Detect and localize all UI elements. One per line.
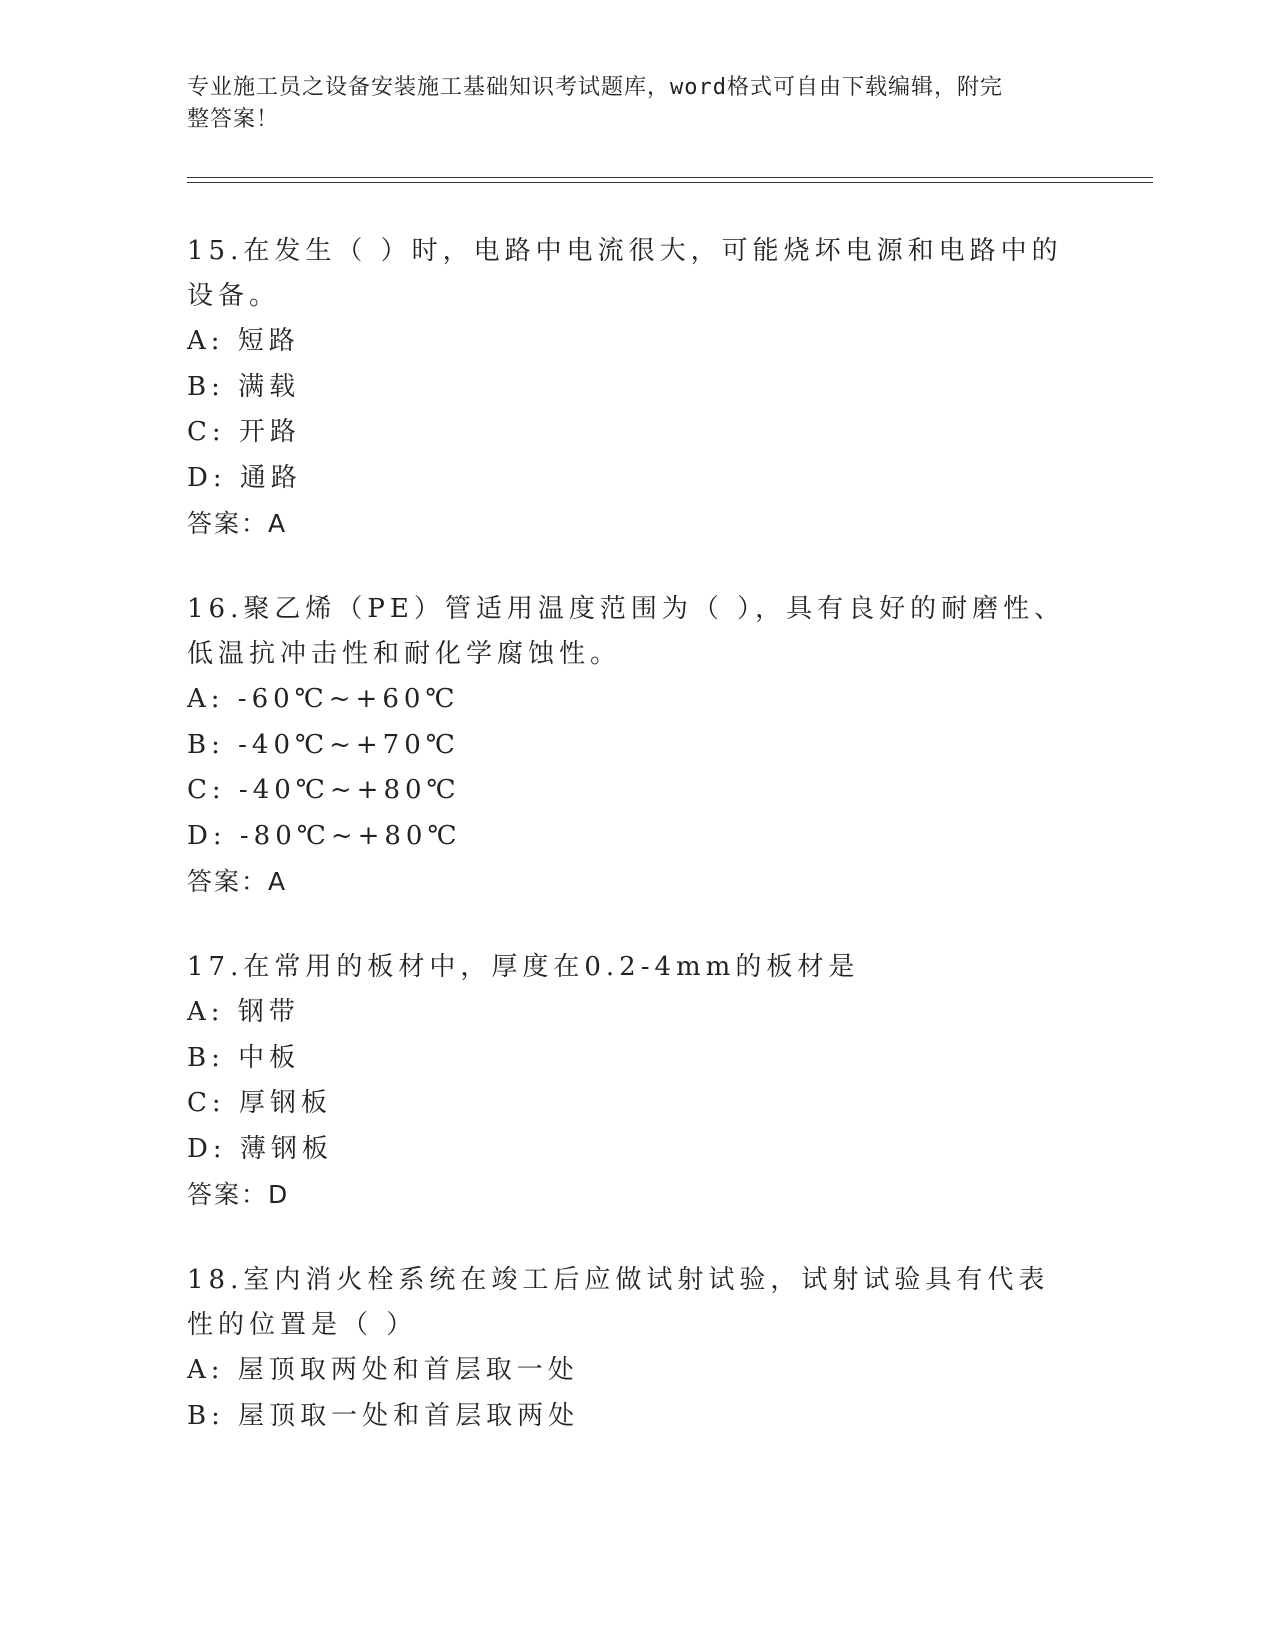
option-a: A: -60℃~+60℃ — [187, 684, 460, 714]
question-16 — [187, 587, 1077, 904]
question-17 — [187, 945, 1077, 1217]
answer: 答案：A — [187, 867, 288, 896]
option-b: B: 中板 — [187, 1042, 301, 1073]
option-d: D: 薄钢板 — [187, 1133, 333, 1164]
option-a: A: 钢带 — [187, 997, 300, 1027]
answer: 答案：D — [187, 1180, 290, 1209]
question-18 — [187, 1258, 1077, 1439]
option-b: B: 屋顶取一处和首层取两处 — [187, 1400, 580, 1431]
header-divider-bottom — [187, 182, 1153, 183]
option-d: D: 通路 — [187, 462, 302, 493]
header-line-1: 专业施工员之设备安装施工基础知识考试题库，word格式可自由下载编辑，附完 — [187, 75, 1003, 100]
option-d: D: -80℃~+80℃ — [187, 820, 462, 851]
header-divider-top — [187, 177, 1153, 178]
option-b: B: -40℃~+70℃ — [187, 729, 460, 760]
question-15 — [187, 229, 1077, 546]
question-stem: 16.聚乙烯（PE）管适用温度范围为（ ），具有良好的耐磨性、低温抗冲击性和耐化学腐蚀性。 — [187, 594, 1066, 669]
header-line-2: 整答案！ — [187, 107, 280, 132]
question-stem: 15.在发生（ ）时，电路中电流很大，可能烧坏电源和电路中的设备。 — [187, 236, 1063, 311]
option-b: B: 满载 — [187, 371, 301, 402]
option-c: C: -40℃~+80℃ — [187, 775, 461, 805]
document-header — [187, 72, 1067, 136]
option-c: C: 厚钢板 — [187, 1088, 332, 1118]
option-a: A: 屋顶取两处和首层取一处 — [187, 1355, 579, 1385]
option-a: A: 短路 — [187, 326, 300, 356]
answer: 答案：A — [187, 509, 288, 538]
question-stem: 17.在常用的板材中，厚度在0.2-4mm的板材是 — [187, 952, 860, 982]
question-list — [187, 229, 1077, 1480]
option-c: C: 开路 — [187, 417, 301, 447]
question-stem: 18.室内消火栓系统在竣工后应做试射试验，试射试验具有代表性的位置是（ ） — [187, 1265, 1050, 1340]
